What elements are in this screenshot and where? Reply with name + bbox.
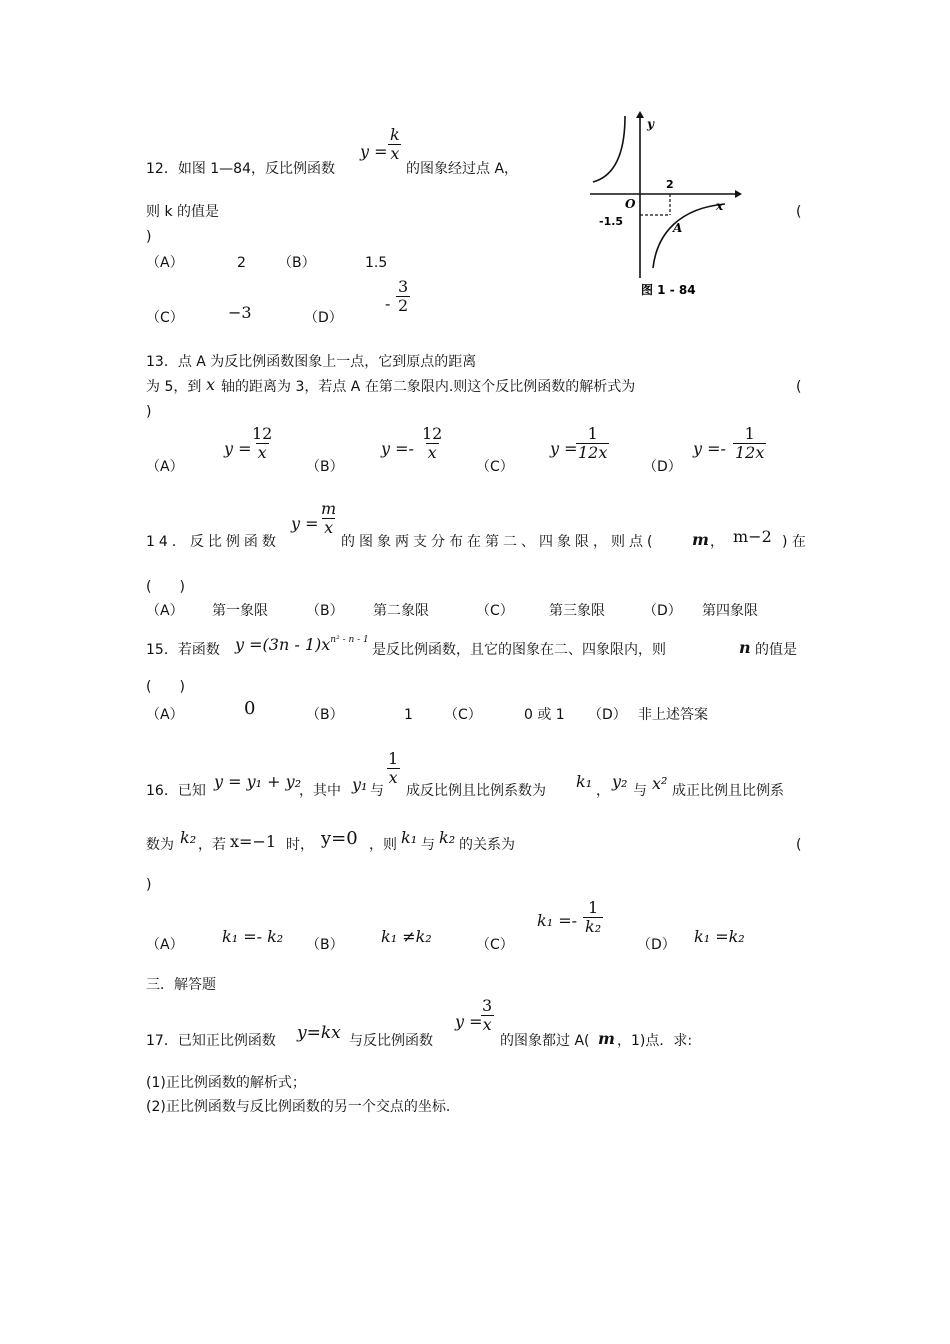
q14-comma: ，: [710, 534, 724, 550]
q16-y1: y₁: [352, 775, 368, 794]
q16-paren-left: (: [796, 837, 802, 853]
q13-option-d-den: 12x: [735, 443, 765, 462]
q15-blank: ( ): [146, 679, 185, 695]
q16-option-c-den: k₂: [585, 917, 602, 936]
q15-option-d-value: 非上述答案: [638, 707, 708, 723]
q13-option-d-fraction: [733, 425, 766, 462]
q12-stem-b: 的图象经过点 A，: [406, 161, 519, 177]
q16-line-2e: 的关系为: [459, 837, 515, 853]
q17-eq-2-den: x: [482, 1015, 492, 1034]
q13-option-c-den: 12x: [578, 443, 608, 462]
q16-condition-x: x=−1: [230, 832, 277, 851]
q14-eq-fraction: [319, 500, 338, 537]
q12-eq-lhs: y =: [360, 142, 388, 161]
q16-line-2a: 数为: [146, 837, 174, 853]
q17-stem-d: ，1)点．求:: [617, 1033, 693, 1049]
q13-option-d-num: 1: [744, 424, 755, 443]
q14-option-d-label: （D）: [643, 603, 682, 619]
q16-stem-c: 成反比例且比例系数为: [406, 783, 546, 799]
q12-eq-fraction: [388, 126, 402, 163]
q15-option-b-label: （B）: [306, 707, 344, 723]
q15-option-c-value: 0 或 1: [524, 707, 565, 723]
q13-paren-right: ): [146, 404, 152, 420]
q13-option-b-num: 12: [422, 424, 443, 443]
q15-eq-exponent: n² - n - 1: [330, 635, 369, 645]
q13-option-c-fraction: [576, 425, 609, 462]
q16-with: 与: [370, 783, 384, 799]
q14-option-a-value: 第一象限: [212, 603, 268, 619]
q17-eq-2-lhs: y =: [455, 1012, 483, 1031]
q16-fraction: [386, 750, 400, 787]
q16-option-c-num: 1: [587, 898, 599, 917]
q15-option-b-value: 1: [404, 707, 413, 723]
q15-equation: [235, 631, 369, 654]
q12-option-c-label: （C）: [146, 310, 184, 326]
q14-option-d-value: 第四象限: [702, 603, 758, 619]
q13-option-d-lhs: y =-: [693, 439, 726, 458]
q13-option-c-num: 1: [587, 424, 598, 443]
q16-with-3: 与: [421, 837, 435, 853]
q16-line-2c: 时，: [286, 837, 314, 853]
q12-paren-right: ): [146, 229, 152, 245]
q17-stem-c: 的图象都过 A(: [500, 1033, 590, 1049]
q12-option-d-sign: -: [385, 294, 391, 313]
q12-eq-num: k: [390, 125, 400, 144]
q13-option-d-label: （D）: [643, 459, 682, 475]
q16-comma: ，: [596, 783, 610, 799]
figure-origin-label: O: [625, 197, 636, 211]
q12-option-d-num: 3: [398, 277, 409, 296]
q14-eq-num: m: [321, 499, 337, 518]
q16-equation: y = y₁ + y₂: [214, 772, 302, 791]
q13-line-2a: 为 5，到: [146, 379, 202, 395]
q13-option-b-fraction: [420, 425, 444, 462]
q13-option-a-label: （A）: [146, 459, 184, 475]
q14-option-c-value: 第三象限: [549, 603, 605, 619]
q16-option-c-label: （C）: [476, 937, 514, 953]
q16-k2-b: k₂: [439, 828, 456, 847]
figure-y-label: y: [647, 117, 654, 131]
q12-stem-a: 12．如图 1—84，反比例函数: [146, 161, 335, 177]
q16-option-c-fraction: [583, 899, 603, 936]
q12-option-a-label: （A）: [146, 255, 184, 271]
q12-option-a-value: 2: [237, 255, 246, 271]
q14-eq-den: x: [324, 518, 334, 537]
q13-option-a-den: x: [257, 443, 267, 462]
section-3-title: 三．解答题: [146, 977, 216, 993]
q16-line-2b: ，若: [198, 837, 226, 853]
q16-stem-b: ，其中: [299, 783, 341, 799]
q16-stem-a: 16．已知: [146, 783, 206, 799]
q16-condition-y: y=0: [321, 828, 358, 849]
q14-option-b-label: （B）: [306, 603, 344, 619]
q16-k1: k₁: [576, 772, 593, 791]
q16-stem-d: 成正比例且比例系: [672, 783, 784, 799]
q13-option-b-den: x: [427, 443, 437, 462]
q16-k1-b: k₁: [401, 828, 418, 847]
q13-option-b-lhs: y =-: [381, 439, 414, 458]
q17-stem-a: 17．已知正比例函数: [146, 1033, 276, 1049]
q14-eq-lhs: y =: [291, 514, 319, 533]
q14-stem-b: 的图象两支分布在第二、四象限，则点(: [341, 534, 657, 550]
q15-stem-c: 的值是: [755, 642, 797, 658]
q14-stem-a: 14．反比例函数: [146, 534, 280, 550]
figure-x-tick: 2: [666, 178, 674, 191]
figure-point-a-label: A: [673, 221, 683, 235]
figure-curve-quadrant-4: [653, 204, 725, 268]
q16-option-a-value: k₁ =- k₂: [222, 927, 284, 946]
q13-option-b-label: （B）: [306, 459, 344, 475]
q16-k2: k₂: [180, 828, 197, 847]
figure-x-label: x: [716, 199, 724, 213]
q12-option-b-label: （B）: [278, 255, 316, 271]
q17-part-2: (2)正比例函数与反比例函数的另一个交点的坐标.: [146, 1099, 451, 1115]
q15-option-c-label: （C）: [444, 707, 482, 723]
q15-stem-b: 是反比例函数，且它的图象在二、四象限内，则: [372, 642, 666, 658]
q16-option-a-label: （A）: [146, 937, 184, 953]
q14-blank: ( ): [146, 579, 185, 595]
q16-frac-den: x: [388, 768, 398, 787]
q13-line-2b: 轴的距离为 3，若点 A 在第二象限内.则这个反比例函数的解析式为: [221, 379, 636, 395]
q12-option-d-den: 2: [398, 296, 409, 315]
q12-stem-c: 则 k 的值是: [146, 204, 220, 220]
q12-figure: [585, 108, 745, 306]
q16-option-d-label: （D）: [637, 937, 676, 953]
q14-stem-c: ) 在: [782, 534, 806, 550]
q16-with-2: 与: [633, 783, 647, 799]
q13-paren-left: (: [796, 379, 802, 395]
q12-option-d-fraction: [396, 278, 410, 315]
q14-point-m: m: [692, 530, 709, 549]
q15-eq-base: y =(3n - 1)x: [235, 635, 331, 654]
q17-part-1: (1)正比例函数的解析式；: [146, 1075, 306, 1091]
q16-option-b-value: k₁ ≠k₂: [381, 927, 432, 946]
q12-eq-den: x: [390, 144, 400, 163]
q13-option-c-label: （C）: [476, 459, 514, 475]
q15-stem-a: 15．若函数: [146, 642, 220, 658]
q16-option-b-label: （B）: [306, 937, 344, 953]
q12-option-d-label: （D）: [304, 310, 343, 326]
q13-option-a-fraction: [250, 425, 274, 462]
q16-frac-num: 1: [388, 749, 399, 768]
figure-y-axis-arrow: [636, 111, 644, 118]
q13-line-1: 13．点 A 为反比例函数图象上一点，它到原点的距离: [146, 354, 477, 370]
figure-caption: 图 1 - 84: [641, 283, 696, 297]
q16-x-squared: x²: [652, 774, 668, 793]
q13-option-c-lhs: y =: [550, 439, 578, 458]
q16-line-2d: ，则: [369, 837, 397, 853]
q17-eq-2-num: 3: [482, 996, 493, 1015]
q12-option-c-value: −3: [228, 303, 252, 322]
q13-option-a-num: 12: [252, 424, 273, 443]
q16-y2: y₂: [612, 772, 628, 791]
q14-option-a-label: （A）: [146, 603, 184, 619]
figure-x-axis-arrow: [735, 190, 742, 198]
q15-option-d-label: （D）: [588, 707, 627, 723]
q17-eq-1: y=kx: [297, 1023, 341, 1043]
q17-eq-2-fraction: [480, 997, 494, 1034]
q16-paren-right: ): [146, 877, 152, 893]
figure-y-tick: -1.5: [599, 215, 624, 228]
q13-option-a-lhs: y =: [224, 439, 252, 458]
q15-option-a-label: （A）: [146, 707, 184, 723]
q17-stem-b: 与反比例函数: [349, 1033, 433, 1049]
q16-option-c-lhs: k₁ =-: [537, 911, 578, 930]
figure-curve-quadrant-2: [593, 116, 625, 182]
q14-point-expr: m−2: [733, 527, 772, 546]
q14-option-c-label: （C）: [476, 603, 514, 619]
q15-option-a-value: 0: [244, 698, 256, 719]
q13-line-2-x: x: [206, 375, 216, 394]
q16-option-d-value: k₁ =k₂: [694, 927, 745, 946]
q12-option-b-value: 1.5: [365, 255, 388, 271]
q12-paren-left: (: [796, 204, 802, 220]
q15-var-n: n: [739, 638, 751, 657]
q17-var-m: m: [598, 1029, 615, 1048]
q14-option-b-value: 第二象限: [373, 603, 429, 619]
